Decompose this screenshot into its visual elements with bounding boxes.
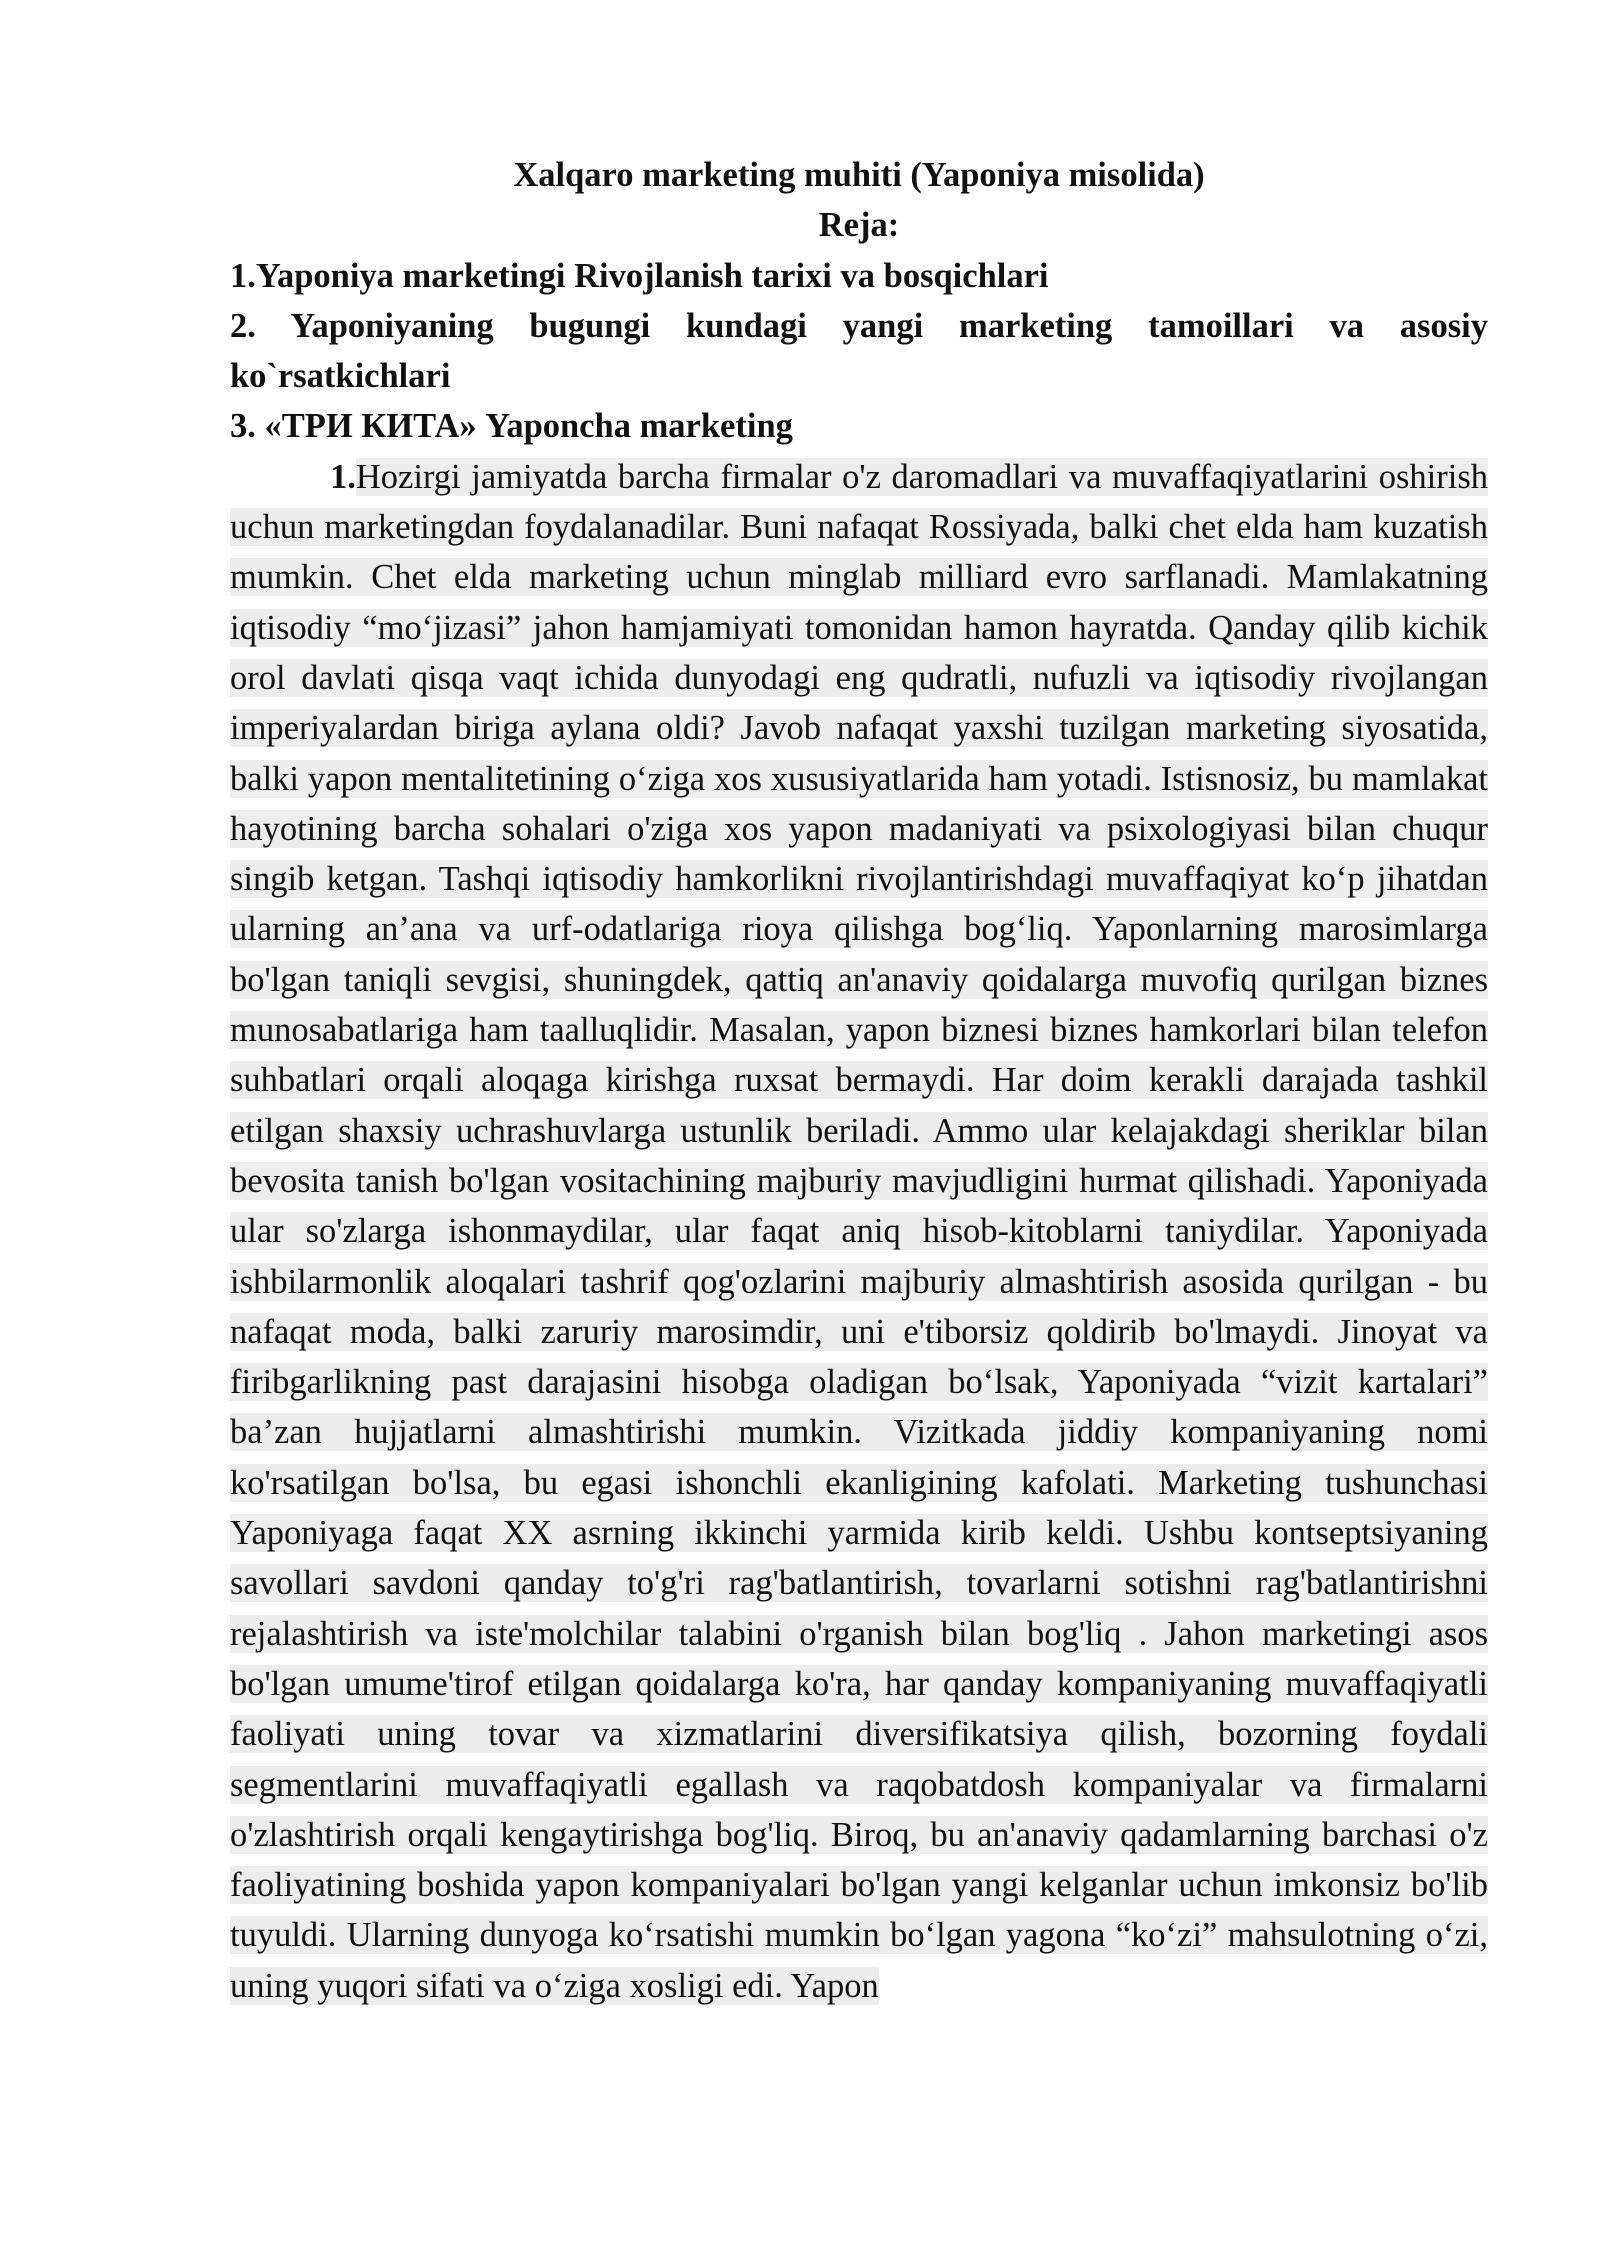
plan-item-1: 1.Yaponiya marketingi Rivojlanish tarixi va bosqichlari: [230, 256, 1049, 295]
section-1-text: Hozirgi jamiyatda barcha firmalar o'z daromadlari va muvaffaqiyatlarini oshirish uchun marketingdan foydalanadilar. Buni nafaqat Rossiyada, balki chet elda ham kuzatish mumkin. Chet elda marketing uchun minglab milliard evro sarflanadi. Mamlakatning iqtisodiy “mo‘jizasi” jahon hamjamiyati tomonidan hamon hayratda. Qanday qilib kichik orol davlati qisqa vaqt ichida dunyodagi eng qudratli, nufuzli va iqtisodiy rivojlangan imperiyalardan biriga aylana oldi? Javob nafaqat yaxshi tuzilgan marketing siyosatida, balki yapon mentalitetining o‘ziga xos xususiyatlarida ham yotadi. Istisnosiz, bu mamlakat hayotining barcha sohalari o'ziga xos yapon madaniyati va psixologiyasi bilan chuqur singib ketgan. Tashqi iqtisodiy hamkorlikni rivojlantirishdagi muvaffaqiyat ko‘p jihatdan ularning an’ana va urf-odatlariga rioya qilishga bog‘liq. Yaponlarning marosimlarga bo'lgan taniqli sevgisi, shuningdek, qattiq an'anaviy qoidalarga muvofiq qurilgan biznes munosabatlariga ham taalluqlidir. Masalan, yapon biznesi biznes hamkorlari bilan telefon suhbatlari orqali aloqaga kirishga ruxsat bermaydi. Har doim kerakli darajada tashkil etilgan shaxsiy uchrashuvlarga ustunlik beriladi. Ammo ular kelajakdagi sheriklar bilan bevosita tanish bo'lgan vositachining majburiy mavjudligini hurmat qilishadi. Yaponiyada ular so'zlarga ishonmaydilar, ular faqat aniq hisob-kitoblarni taniydilar. Yaponiyada ishbilarmonlik aloqalari tashrif qog'ozlarini majburiy almashtirish asosida qurilgan - bu nafaqat moda, balki zaruriy marosimdir, uni e'tiborsiz qoldirib bo'lmaydi. Jinoyat va firibgarlikning past darajasini hisobga oladigan bo‘lsak, Yaponiyada “vizit kartalari” ba’zan hujjatlarni almashtirishi mumkin. Vizitkada jiddiy kompaniyaning nomi ko'rsatilgan bo'lsa, bu egasi ishonchli ekanligining kafolati. Marketing tushunchasi Yaponiyaga faqat XX asrning ikkinchi yarmida kirib keldi. Ushbu kontseptsiyaning savollari savdoni qanday to'g'ri rag'batlantirish, tovarlarni sotishni rag'batlantirishni rejalashtirish va iste'molchilar talabini o'rganish bilan bog'liq . Jahon marketingi asos bo'lgan umume'tirof etilgan qoidalarga ko'ra, har qanday kompaniyaning muvaffaqiyatli faoliyati uning tovar va xizmatlarini diversifikatsiya qilish, bozorning foydali segmentlarini muvaffaqiyatli egallash va raqobatdosh kompaniyalar va firmalarni o'zlashtirish orqali kengaytirishga bog'liq. Biroq, bu an'anaviy qadamlarning barchasi o'z faoliyatining boshida yapon kompaniyalari bo'lgan yangi kelganlar uchun imkonsiz bo'lib tuyuldi. Ularning dunyoga ko‘rsatishi mumkin bo‘lgan yagona “ko‘zi” mahsulotning o‘zi, uning yuqori sifati va o‘ziga xosligi edi. Yapon: [230, 457, 1488, 2005]
document-title: Xalqaro marketing muhiti (Yaponiya misolida): [513, 156, 1205, 194]
plan-item-3: 3. «ТРИ КИТА» Yaponcha marketing: [230, 407, 793, 446]
section-1-number: 1.: [330, 457, 356, 496]
section-1-paragraph: [230, 452, 1488, 2011]
plan-heading: Reja:: [818, 206, 900, 245]
plan-item-2: 2. Yaponiyaning bugungi kundagi yangi marketing tamoillari va asosiy ko`rsatkichlari: [230, 306, 1488, 396]
document-content: [230, 150, 1488, 2011]
